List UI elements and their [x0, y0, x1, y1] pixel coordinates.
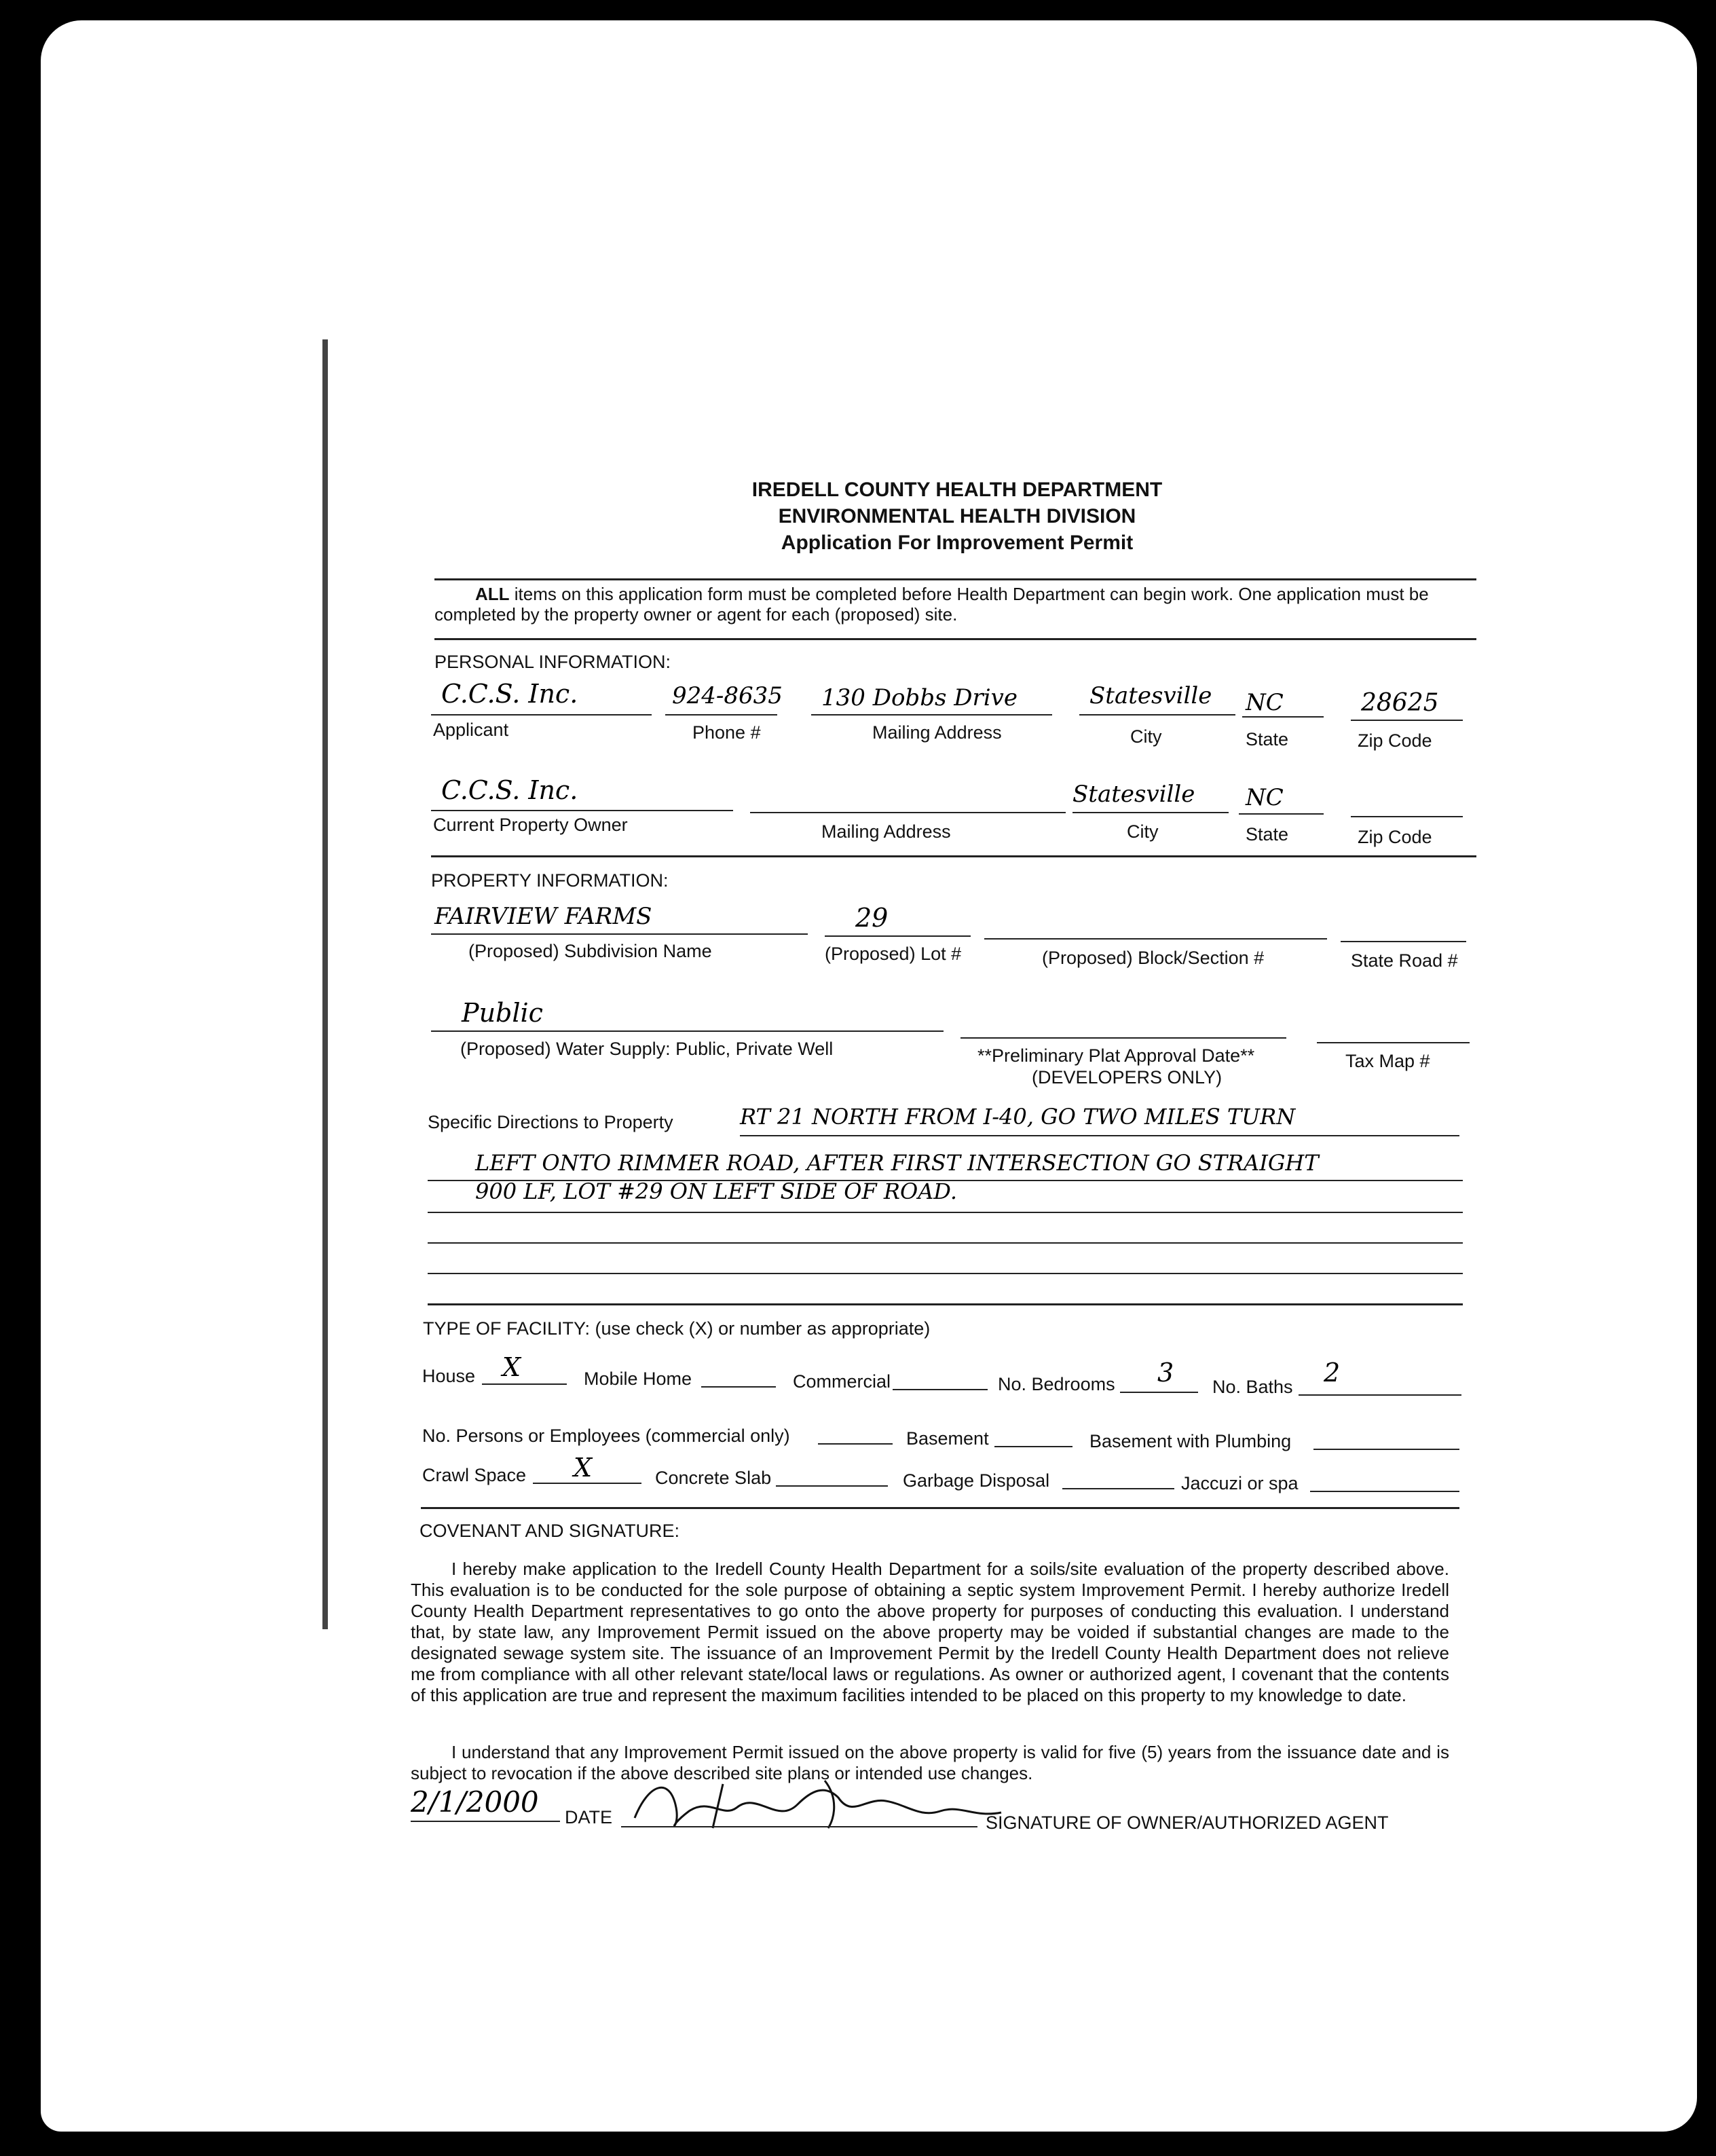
- mailing-line: [811, 714, 1052, 715]
- mobile-label: Mobile Home: [584, 1369, 692, 1389]
- owner-label: Current Property Owner: [433, 815, 628, 835]
- city-value[interactable]: Statesville: [1089, 682, 1212, 709]
- applicant-label: Applicant: [433, 720, 509, 740]
- phone-label: Phone #: [692, 722, 761, 743]
- applicant-value[interactable]: C.C.S. Inc.: [441, 679, 578, 709]
- divider: [421, 1507, 1459, 1509]
- state-line: [1242, 716, 1324, 718]
- validity-paragraph: I understand that any Improvement Permit issued on the above property is valid for five (5) years from the issuance date and is subject to revocation if the above described site plans or intended use changes.: [411, 1742, 1449, 1783]
- header-form-title: Application For Improvement Permit: [781, 532, 1134, 554]
- covenant-heading: COVENANT AND SIGNATURE:: [419, 1521, 680, 1541]
- directions-rule: [428, 1273, 1463, 1274]
- signature-label: SIGNATURE OF OWNER/AUTHORIZED AGENT: [986, 1813, 1389, 1833]
- directions-rule: [428, 1242, 1463, 1244]
- bedrooms-line: [1120, 1392, 1198, 1393]
- property-heading: PROPERTY INFORMATION:: [431, 870, 669, 891]
- signature-image: [621, 1770, 1028, 1838]
- baths-value[interactable]: 2: [1324, 1358, 1341, 1388]
- date-line: [411, 1821, 560, 1822]
- mobile-line: [701, 1386, 776, 1388]
- owner-state-label: State: [1246, 824, 1289, 844]
- divider: [431, 855, 1476, 857]
- directions-label: Specific Directions to Property: [428, 1112, 673, 1132]
- covenant-paragraph: I hereby make application to the Iredell County Health Department for a soils/site evaluation of the property described above. This evaluation is to be conducted for the sole purpose of obtaining a septic system Improvement Permit. I hereby authorize Iredell County Health Department representatives to go onto the above property for purposes of conducting this evaluation. I understand that, by state law, any Improvement Permit issued on the above property may be voided if substantial changes are made to the designated sewage system site. The issuance of an Improvement Permit by the Iredell County Health Department does not relieve me from compliance with all other relevant state/local laws or regulations. As owner or authorized agent, I covenant that the contents of this application are true and represent the maximum facilities intended to be placed on this property to my knowledge to date.: [411, 1559, 1449, 1705]
- basement-label: Basement: [906, 1428, 989, 1449]
- state-value[interactable]: NC: [1246, 689, 1284, 716]
- owner-line: [431, 810, 733, 811]
- water-value[interactable]: Public: [462, 998, 543, 1028]
- zip-value[interactable]: 28625: [1361, 689, 1439, 717]
- crawl-value[interactable]: X: [574, 1453, 593, 1483]
- jacuzzi-label: Jaccuzi or spa: [1181, 1473, 1299, 1493]
- signature-line: [621, 1826, 977, 1827]
- crawl-label: Crawl Space: [422, 1465, 527, 1485]
- owner-mailing-label: Mailing Address: [821, 821, 951, 842]
- plat-label: **Preliminary Plat Approval Date**: [977, 1045, 1255, 1066]
- mailing-value[interactable]: 130 Dobbs Drive: [821, 684, 1018, 711]
- bedrooms-label: No. Bedrooms: [998, 1374, 1115, 1394]
- owner-city-value[interactable]: Statesville: [1072, 781, 1195, 808]
- lot-label: (Proposed) Lot #: [825, 944, 962, 964]
- facility-heading: TYPE OF FACILITY: (use check (X) or number as appropriate): [423, 1318, 931, 1339]
- state-road-label: State Road #: [1351, 950, 1458, 971]
- owner-value[interactable]: C.C.S. Inc.: [441, 775, 578, 805]
- divider: [434, 638, 1476, 640]
- plat-sub-label: (DEVELOPERS ONLY): [1032, 1067, 1223, 1088]
- owner-mailing-line: [750, 812, 1066, 813]
- tax-map-label: Tax Map #: [1345, 1051, 1430, 1071]
- baths-line: [1299, 1394, 1461, 1396]
- commercial-label: Commercial: [793, 1371, 891, 1392]
- water-label: (Proposed) Water Supply: Public, Private Well: [460, 1039, 834, 1059]
- owner-state-line: [1239, 813, 1324, 815]
- house-line: [482, 1383, 567, 1385]
- house-value[interactable]: X: [502, 1352, 521, 1382]
- directions-line-1[interactable]: RT 21 NORTH FROM I-40, GO TWO MILES TURN: [740, 1104, 1296, 1130]
- directions-line-2[interactable]: LEFT ONTO RIMMER ROAD, AFTER FIRST INTERSECTION GO STRAIGHT: [475, 1150, 1319, 1176]
- commercial-line: [893, 1389, 988, 1390]
- date-value[interactable]: 2/1/2000: [411, 1785, 539, 1819]
- subdivision-label: (Proposed) Subdivision Name: [468, 941, 712, 961]
- state-road-line: [1341, 941, 1466, 942]
- jacuzzi-line: [1310, 1491, 1459, 1492]
- directions-rule: [428, 1212, 1463, 1213]
- lot-value[interactable]: 29: [855, 903, 889, 933]
- basement-plumb-line: [1313, 1449, 1459, 1450]
- owner-city-label: City: [1127, 821, 1159, 842]
- directions-line-3[interactable]: 900 LF, LOT #29 ON LEFT SIDE OF ROAD.: [475, 1178, 957, 1204]
- basement-plumb-label: Basement with Plumbing: [1089, 1431, 1292, 1451]
- garbage-label: Garbage Disposal: [903, 1470, 1050, 1491]
- divider: [428, 1303, 1463, 1305]
- block-label: (Proposed) Block/Section #: [1042, 948, 1265, 968]
- bedrooms-value[interactable]: 3: [1157, 1358, 1174, 1388]
- directions-rule: [740, 1135, 1459, 1136]
- header-title: IREDELL COUNTY HEALTH DEPARTMENT: [751, 479, 1163, 501]
- house-label: House: [422, 1366, 476, 1386]
- persons-label: No. Persons or Employees (commercial only): [422, 1426, 790, 1446]
- garbage-line: [1062, 1488, 1174, 1489]
- subdivision-value[interactable]: FAIRVIEW FARMS: [434, 903, 652, 930]
- phone-value[interactable]: 924-8635: [672, 682, 783, 709]
- crawl-line: [533, 1483, 641, 1484]
- owner-zip-line: [1351, 816, 1463, 817]
- form-page: [41, 20, 1697, 2132]
- water-line: [431, 1030, 944, 1032]
- owner-city-line: [1072, 812, 1229, 813]
- slab-label: Concrete Slab: [655, 1468, 772, 1488]
- plat-line: [960, 1037, 1286, 1039]
- divider: [434, 578, 1476, 580]
- personal-heading: PERSONAL INFORMATION:: [434, 652, 671, 672]
- block-line: [984, 938, 1327, 940]
- baths-label: No. Baths: [1212, 1377, 1293, 1397]
- owner-state-value[interactable]: NC: [1246, 784, 1284, 811]
- phone-line: [665, 714, 777, 715]
- slab-line: [776, 1485, 888, 1487]
- date-label: DATE: [565, 1807, 613, 1827]
- city-label: City: [1130, 726, 1162, 747]
- mailing-label: Mailing Address: [872, 722, 1002, 743]
- basement-line: [994, 1446, 1072, 1447]
- tax-map-line: [1317, 1042, 1470, 1043]
- subdivision-line: [431, 933, 808, 935]
- state-label: State: [1246, 729, 1289, 749]
- page-edge-shadow: [322, 339, 328, 1629]
- intro-text: ALL items on this application form must be completed before Health Department can begin work. One application must be completed by the property owner or agent for each (proposed) site.: [434, 584, 1429, 625]
- owner-zip-label: Zip Code: [1358, 827, 1432, 847]
- lot-line: [825, 935, 971, 937]
- applicant-line: [431, 714, 652, 715]
- header-division: ENVIRONMENTAL HEALTH DIVISION: [778, 505, 1136, 527]
- zip-line: [1351, 720, 1463, 721]
- persons-line: [818, 1443, 893, 1445]
- zip-label: Zip Code: [1358, 730, 1432, 751]
- city-line: [1079, 714, 1235, 715]
